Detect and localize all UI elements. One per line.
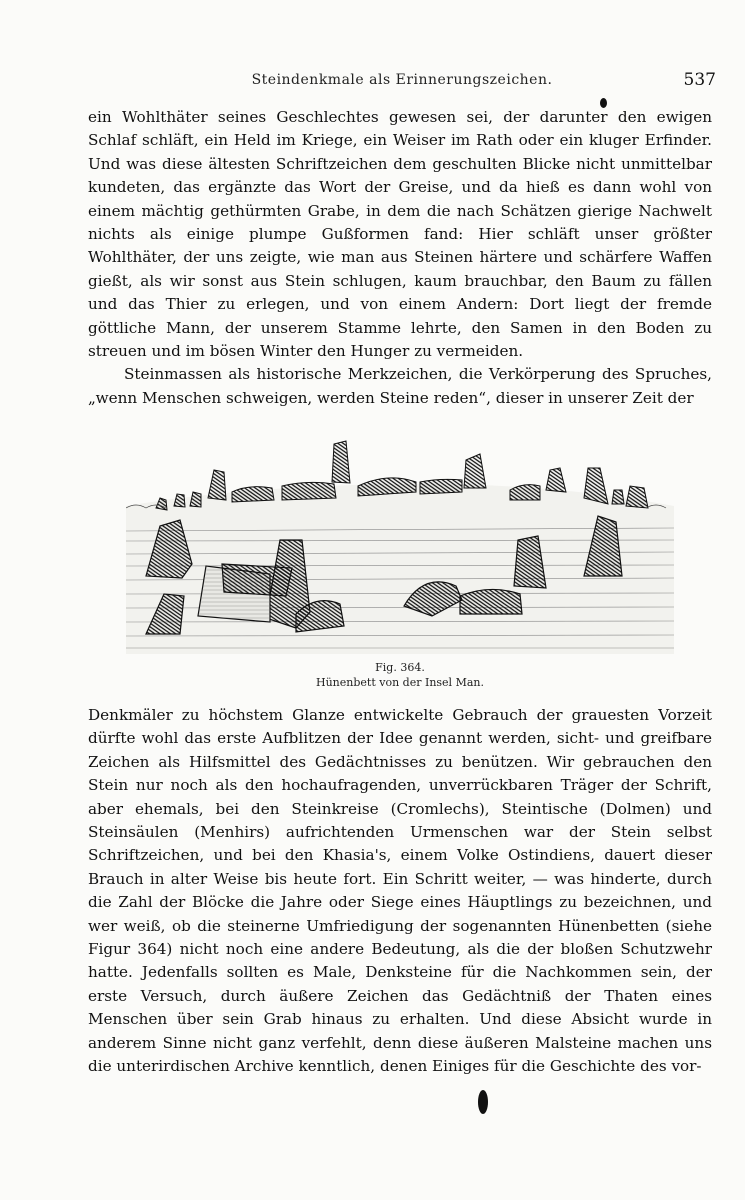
page-number: 537 [683,70,716,90]
body-text-top [88,106,712,410]
figure-title: Hünenbett von der Insel Man. [316,676,484,689]
paragraph: Steinmassen als historische Merkzeichen, die Verkörperung des Spruches, „wenn Menschen schweigen, werden Steine reden“, dieser in unserer Zeit der [88,365,712,407]
figure-caption [126,660,674,690]
paragraph: Denkmäler zu höchstem Glanze entwickelte Gebrauch der grauesten Vorzeit dürfte wohl das erste Aufblitzen der Idee genannt werden, sicht- und greifbare Zeichen als Hilfsmittel des Gedächtnisses zu benützen. Wir gebrauchen den Stein nur noch als den hochaufragenden, unverrückbaren Träger der Schrift, aber ehemals, bei den Steinkreise (Cromlechs), Steintische (Dolmen) und Steinsäulen (Menhirs) aufrichtenden Urmenschen war der Stein selbst Schriftzeichen, und bei den Khasia's, einem Volke Ostindiens, dauert dieser Brauch in alter Weise bis heute fort. Ein Schritt weiter, — was hinderte, durch die Zahl der Blöcke die Jahre oder Siege eines Häuptlings zu bezeichnen, und wer weiß, ob die steinerne Umfriedigung der sogenannten Hünenbetten (siehe Figur 364) nicht noch eine andere Bedeutung, als die der bloßen Schutzwehr hatte. Jedenfalls sollten es Male, Denksteine für die Nachkommen sein, der erste Versuch, durch äußere Zeichen das Gedächtniß der Thaten eines Menschen über sein Grab hinaus zu erhalten. Und diese Absicht wurde in anderem Sinne nicht ganz verfehlt, denn diese äußeren Malsteine machen uns die unterirdischen Archive kenntlich, denen Einiges für die Geschichte des vor- [88,706,712,1076]
ink-spot [478,1090,488,1114]
page-header [88,72,716,96]
running-title: Steindenkmale als Erinnerungszeichen. [251,72,553,88]
figure-engraving [126,436,674,658]
body-text-bottom [88,704,712,1079]
paragraph: ein Wohlthäter seines Geschlechtes gewesen sei, der darunter den ewigen Schlaf schläft, ein Held im Kriege, ein Weiser im Rath oder ein kluger Erfinder. Und was diese ältesten Schriftzeichen dem geschulten Blicke nicht unmittelbar kundeten, das ergänzte das Wort der Greise, und da hieß es dann wohl von einem mächtig gethürmten Grabe, in dem die nach Schätzen gierige Nachwelt nichts als einige plumpe Gußformen fand: Hier schläft unser größter Wohlthäter, der uns zeigte, wie man aus Steinen härtere und schärfere Waffen gießt, als wir sonst aus Stein schlugen, kaum brauchbar, den Baum zu fällen und das Thier zu erlegen, und von einem Andern: Dort liegt der fremde göttliche Mann, der unserem Stamme lehrte, den Samen in den Boden zu streuen und im bösen Winter den Hunger zu vermeiden. [88,108,712,361]
figure-number: Fig. 364. [375,661,425,674]
stone-circle-engraving [126,436,674,658]
